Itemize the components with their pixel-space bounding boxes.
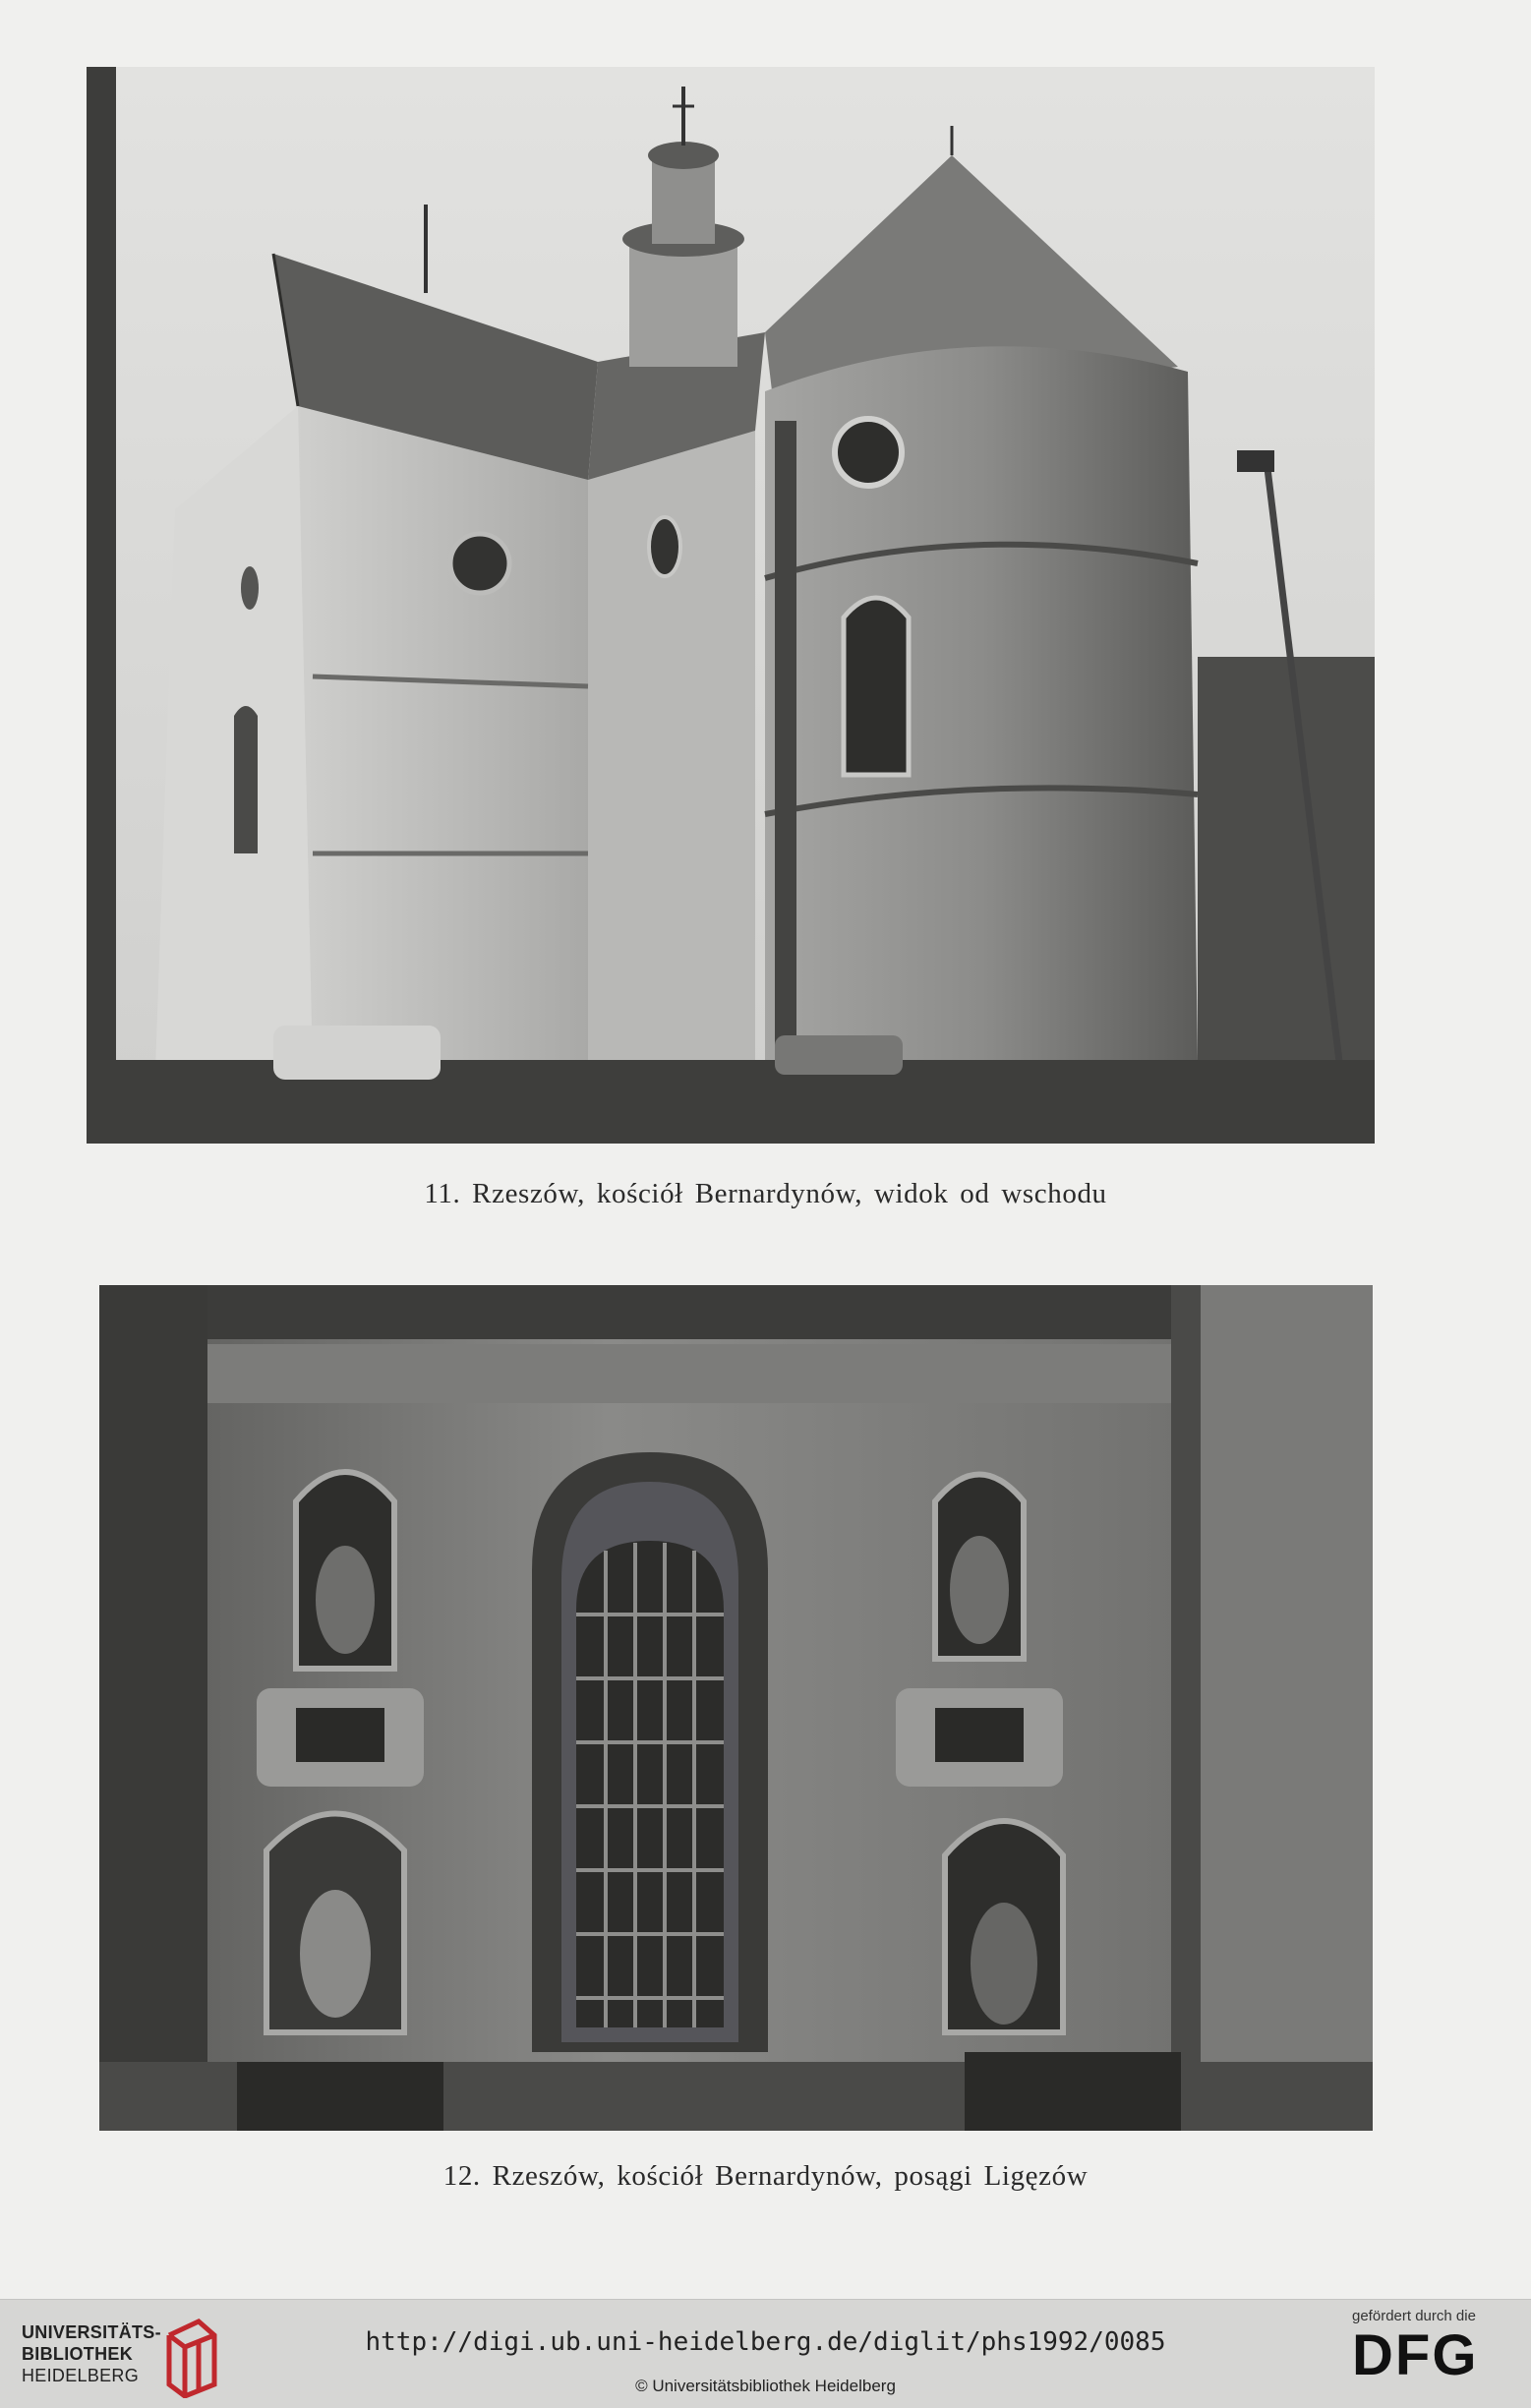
- sponsor-text: gefördert durch die: [1352, 2308, 1476, 2324]
- figure-12-caption: 12. Rzeszów, kościół Bernardynów, posągi Ligęzów: [442, 2160, 1089, 2192]
- permalink-url[interactable]: http://digi.ub.uni-heidelberg.de/diglit/phs1992/0085: [365, 2327, 1166, 2357]
- library-line-3: HEIDELBERG: [22, 2366, 140, 2385]
- dfg-sponsor: [1352, 2308, 1509, 2385]
- statues-facade-photo: [99, 1285, 1373, 2131]
- library-line-1: UNIVERSITÄTS-: [22, 2322, 161, 2342]
- copyright-notice: © Universitätsbibliothek Heidelberg: [635, 2377, 896, 2395]
- dfg-logo[interactable]: DFG: [1352, 2323, 1479, 2387]
- church-exterior-photo: [87, 67, 1375, 1144]
- figure-11-caption: 11. Rzeszów, kościół Bernardynów, widok od wschodu: [424, 1178, 1107, 1209]
- footer-bar: [0, 2299, 1531, 2408]
- library-line-2: BIBLIOTHEK: [22, 2344, 133, 2364]
